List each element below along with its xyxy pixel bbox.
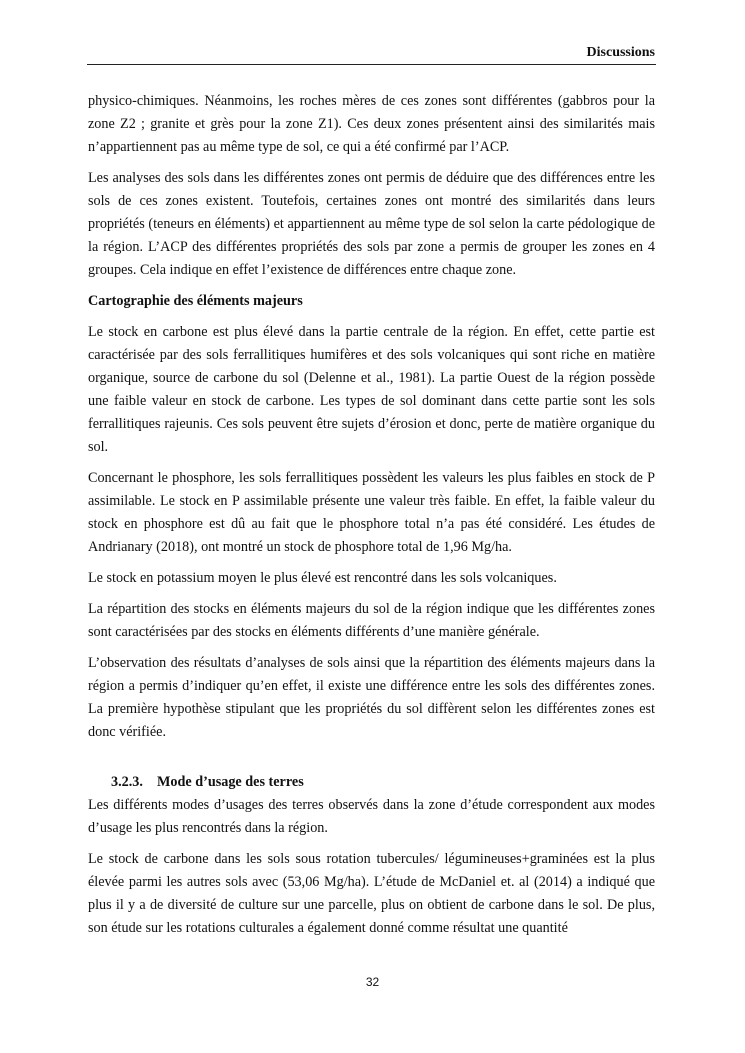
page-content — [88, 90, 655, 948]
section-title: Mode d’usage des terres — [157, 774, 304, 790]
paragraph-8: Les différents modes d’usages des terres observés dans la zone d’étude correspondent aux modes d’usage les plus rencontrés dans la région. — [88, 797, 655, 836]
section-heading — [88, 771, 655, 794]
paragraph-7: L’observation des résultats d’analyses de sols ainsi que la répartition des éléments majeurs dans la région a permis d’indiquer qu’en effet, il existe une différence entre les sols des différentes zones. La première hypothèse stipulant que les propriétés du sol diffèrent selon les différentes zones est donc vérifiée. — [88, 655, 655, 740]
page-number: 32 — [365, 975, 380, 989]
paragraph-3: Le stock en carbone est plus élevé dans la partie centrale de la région. En effet, cette partie est caractérisée par des sols ferrallitiques humifères et des sols volcaniques qui sont riche en matière organique, source de carbone du sol (Delenne et al., 1981). La partie Ouest de la région possède une faible valeur en stock de carbone. Les types de sol dominant dans cette partie sont les sols ferrallitiques rajeunis. Ces sols peuvent être sujets d’érosion et donc, perte de matière organique du sol. — [88, 324, 655, 455]
paragraph-6: La répartition des stocks en éléments majeurs du sol de la région indique que les différentes zones sont caractérisées par des stocks en éléments différents d’une manière générale. — [88, 601, 655, 640]
paragraph-1: physico-chimiques. Néanmoins, les roches mères de ces zones sont différentes (gabbros pour la zone Z2 ; granite et grès pour la zone Z1). Ces deux zones présentent ainsi des similarités mais n’appartiennent pas au même type de sol, ce qui a été confirmé par l’ACP. — [88, 93, 655, 155]
paragraph-4: Concernant le phosphore, les sols ferrallitiques possèdent les valeurs les plus faibles en stock de P assimilable. Le stock en P assimilable présente une valeur très faible. En effet, la faible valeur du stock en phosphore est dû au fait que le phosphore total n’a pas été considéré. Les études de Andrianary (2018), ont montré un stock de phosphore total de 1,96 Mg/ha. — [88, 470, 655, 555]
running-header-title: Discussions — [586, 45, 655, 60]
section-number: 3.2.3. — [111, 774, 143, 790]
paragraph-9: Le stock de carbone dans les sols sous rotation tubercules/ légumineuses+graminées est la plus élevée parmi les autres sols avec (53,06 Mg/ha). L’étude de McDaniel et. al (2014) a indiqué que plus il y a de diversité de culture sur une parcelle, plus on obtient de carbone dans le sol. De plus, son étude sur les rotations culturales a également donné comme résultat une quantité — [88, 851, 655, 936]
running-header — [87, 44, 656, 65]
paragraph-5: Le stock en potassium moyen le plus élevé est rencontré dans les sols volcaniques. — [88, 570, 557, 586]
paragraph-2: Les analyses des sols dans les différentes zones ont permis de déduire que des différences entre les sols de ces zones existent. Toutefois, certaines zones ont montré des similarités dans leurs propriétés (teneurs en éléments) et appartiennent au même type de sol selon la carte pédologique de la région. L’ACP des différentes propriétés des sols par zone a permis de grouper les zones en 4 groupes. Cela indique en effet l’existence de différences entre chaque zone. — [88, 170, 655, 278]
heading-cartography: Cartographie des éléments majeurs — [88, 293, 303, 309]
